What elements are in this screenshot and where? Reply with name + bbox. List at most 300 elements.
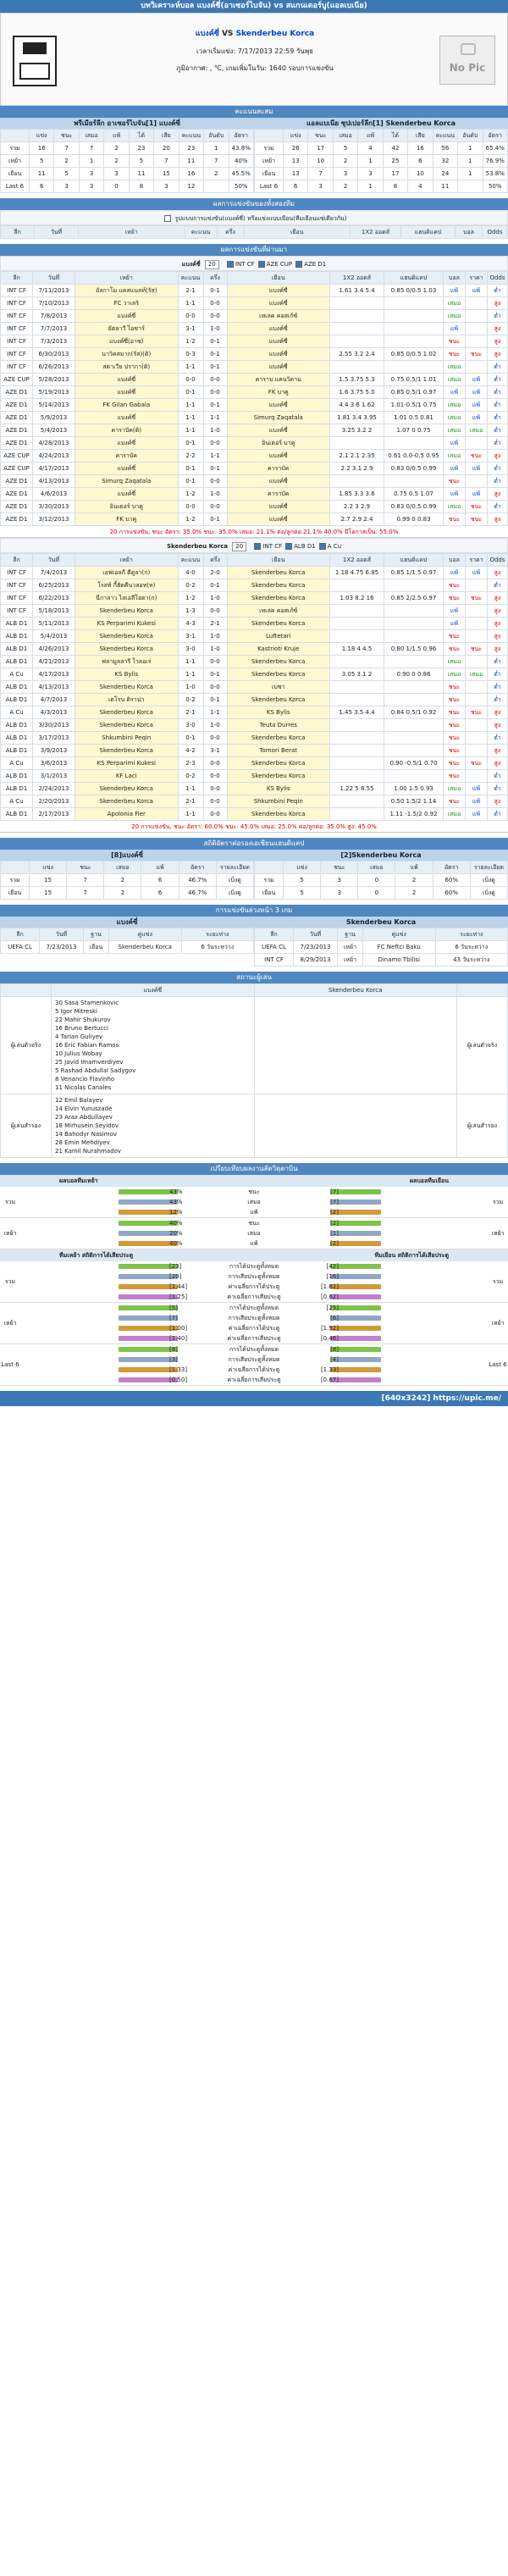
table-cell <box>330 437 384 450</box>
player-name[interactable]: 23 Araz Abdullayev <box>55 1114 113 1121</box>
table-cell: ต่ำ <box>488 668 508 681</box>
table-cell: 45.5% <box>229 168 254 180</box>
table-cell: 0-1 <box>178 386 203 399</box>
stats-group <box>0 1218 508 1249</box>
table-cell <box>466 605 488 618</box>
stat-value-away: [16] <box>326 1273 339 1280</box>
table-cell: 1.45 3.5 4.4 <box>330 706 384 719</box>
recent-count-select-b[interactable]: 20 <box>232 542 246 551</box>
stat-value-away: [7] <box>330 1188 339 1195</box>
column-header: ชนะ <box>67 861 104 874</box>
table-cell: Skenderbeu Korca <box>227 567 330 579</box>
table-row <box>255 941 508 954</box>
table-cell: 16 <box>179 168 203 180</box>
handicap-away-table <box>254 861 508 900</box>
table-cell: ต่ำ <box>488 656 508 668</box>
table-cell: 60% <box>433 874 470 887</box>
home-team-name[interactable]: แบงค์ซี่ <box>195 30 219 38</box>
table-row <box>1 180 254 193</box>
table-cell: 43.8% <box>229 142 254 155</box>
table-cell: 6 <box>284 180 308 193</box>
table-cell: 17 <box>383 168 407 180</box>
table-cell: 1-1 <box>178 656 203 668</box>
table-cell: Skenderbeu Korca <box>227 732 330 745</box>
away-starting-list <box>254 997 457 1094</box>
table-cell: ALB D1 <box>1 808 33 821</box>
table-cell: แพ้ <box>466 808 488 821</box>
table-cell <box>384 361 444 374</box>
table-cell: 11 <box>433 180 457 193</box>
table-cell: 15 <box>30 887 67 900</box>
table-cell: 0-1 <box>203 399 227 412</box>
league-filter-label: INT CF <box>262 543 283 550</box>
column-header: คะแนน <box>179 130 203 142</box>
table-cell <box>330 757 384 770</box>
table-cell: ชนะ <box>466 501 488 513</box>
table-cell: 7/7/2013 <box>33 323 75 335</box>
column-header: แฮนดิแคป <box>384 554 444 567</box>
table-cell: Skenderbeu Korca <box>75 719 179 732</box>
table-cell: Teuta Durres <box>227 719 330 732</box>
table-cell: 3-1 <box>178 323 203 335</box>
h2h-filter-label: รูปแบบการแข่งขัน(แบงค์ซี่) หรือแข่งแบบเยือน(ทีมเยือนแซ่เดียวกัน) <box>174 215 347 222</box>
table-cell: 0.75 0.5 1.07 <box>384 488 444 501</box>
table-cell: 46.7% <box>179 874 216 887</box>
column-header: วันที่ <box>35 226 79 239</box>
standings-away-title: แอลแบเนีย ซุปเปอร์ลีก[1] Skenderbeu Korca <box>254 118 508 129</box>
table-cell: Shkumbini Peqin <box>227 795 330 808</box>
table-cell: AZE D1 <box>1 501 33 513</box>
table-cell: ALB D1 <box>1 770 33 783</box>
table-cell: แบงค์ซี่ <box>227 335 330 348</box>
table-cell: เยือน <box>84 941 109 954</box>
table-cell: ชนะ <box>466 513 488 526</box>
player-name[interactable]: 16 Bruno Bertucci <box>55 1025 109 1032</box>
table-cell: Skenderbeu Korca <box>109 941 182 954</box>
table-cell: 0.85 1/1.5 0.97 <box>384 567 444 579</box>
table-cell: คาราบัค <box>227 463 330 475</box>
league-filter-checkbox[interactable] <box>227 261 234 268</box>
player-name[interactable]: 25 Javid Imamverdiyev <box>55 1059 124 1066</box>
table-cell: 4/17/2013 <box>33 668 75 681</box>
stat-value-home: 43% <box>169 1199 183 1205</box>
table-cell: 5 <box>129 155 153 168</box>
column-header: ราคา <box>466 554 488 567</box>
table-cell: Skenderbeu Korca <box>227 668 330 681</box>
table-cell: ต่ำ <box>488 399 508 412</box>
table-cell: เสมอ <box>444 656 466 668</box>
table-cell: 4/17/2013 <box>33 463 75 475</box>
table-row <box>1 770 508 783</box>
table-cell <box>466 323 488 335</box>
column-header: อัตรา <box>229 130 254 142</box>
table-cell: แบงค์ซี่ <box>75 463 179 475</box>
table-cell: ชนะ <box>466 706 488 719</box>
table-cell <box>384 681 444 694</box>
away-subs-list <box>254 1094 457 1158</box>
table-cell: 1-1 <box>203 706 227 719</box>
league-filter-checkbox[interactable] <box>319 543 326 550</box>
recent-count-select[interactable]: 20 <box>205 260 219 269</box>
table-cell: 0-0 <box>203 732 227 745</box>
stat-row <box>0 1218 508 1228</box>
table-cell: 6 วันระหว่าง <box>435 941 508 954</box>
league-filter-checkbox[interactable] <box>254 543 261 550</box>
table-cell: AZE CUP <box>1 450 33 463</box>
recent-team-a-label: แบงค์ซี่ <box>181 261 201 268</box>
table-cell: 7 <box>54 142 79 155</box>
no-pic-label: No Pic <box>449 62 486 74</box>
table-cell: ชนะ <box>444 643 466 656</box>
table-cell: สูง <box>488 745 508 757</box>
table-cell: 1 <box>204 142 229 155</box>
table-cell: ALB D1 <box>1 656 33 668</box>
table-cell: 2 <box>104 142 129 155</box>
stat-row <box>0 1197 508 1207</box>
table-cell: ชนะ <box>444 592 466 605</box>
handicap-away <box>254 850 508 900</box>
table-cell: 2/17/2013 <box>33 808 75 821</box>
column-header: เสมอ <box>358 861 395 874</box>
column-header: วันที่ <box>33 272 75 285</box>
stats-title-away: ทีมเยือน สถิติการได้เสียประตู <box>374 1252 449 1259</box>
table-cell: สูง <box>488 323 508 335</box>
away-team-name[interactable]: Skenderbeu Korca <box>235 30 315 38</box>
table-cell: สูง <box>488 706 508 719</box>
table-cell: แบงค์ซี่ <box>75 310 179 323</box>
table-cell: ต่ำ <box>488 579 508 592</box>
table-cell: 0-0 <box>203 783 227 795</box>
table-cell: 5 <box>333 142 357 155</box>
table-cell: Skenderbeu Korca <box>75 630 179 643</box>
table-cell: Skenderbeu Korca <box>227 579 330 592</box>
table-cell: 3-0 <box>178 643 203 656</box>
match-teams <box>86 27 424 39</box>
table-cell: 2-1 <box>178 706 203 719</box>
table-cell: แบงค์ซี่ <box>227 323 330 335</box>
table-cell: ชนะ <box>466 643 488 656</box>
table-cell: 0-0 <box>203 656 227 668</box>
table-cell: 15 <box>154 168 179 180</box>
recent-team-a-summary: 20 การแข่งขัน, ชนะ อัตรา: 35.0% ชนะ: 35.0% เสมอ: 21.1% ต่อ/ลูกต่อ:21.1% 40.0% มีโอกาสเป็น: 55.0% <box>0 526 508 538</box>
table-cell: 3.25 3.2 2 <box>330 424 384 437</box>
player-name[interactable]: 11 Nicolas Canales <box>55 1084 112 1091</box>
league-filter-checkbox[interactable] <box>258 261 265 268</box>
table-cell: แพ้ <box>466 488 488 501</box>
player-name[interactable]: 14 Elvin Yunuszade <box>55 1105 113 1112</box>
column-header: แพ้ <box>358 130 383 142</box>
table-cell: 11 <box>179 155 203 168</box>
table-cell: 0.90 0 0.86 <box>384 668 444 681</box>
table-cell: แบงค์ซี่ <box>227 450 330 463</box>
h2h-filter-checkbox[interactable] <box>164 215 171 222</box>
table-cell: Skenderbeu Korca <box>75 783 179 795</box>
home-subs-list <box>52 1094 255 1158</box>
table-cell: 2.55 3.2 2.4 <box>330 348 384 361</box>
player-name[interactable]: 14 Bahodyr Nasimov <box>55 1131 117 1138</box>
column-header: เยือน <box>227 554 330 567</box>
stat-row <box>0 1313 508 1323</box>
table-row <box>255 142 508 155</box>
table-cell: 3-1 <box>178 630 203 643</box>
player-name[interactable]: 30 Sasa Stamenkovic <box>55 1000 119 1006</box>
table-cell: 2 <box>333 155 357 168</box>
table-cell: 3 <box>321 874 358 887</box>
player-name[interactable]: 8 Venancio Flavinho <box>55 1076 115 1083</box>
player-name[interactable]: 10 Julius Wobay <box>55 1050 102 1057</box>
table-cell: เสมอ <box>444 424 466 437</box>
table-cell: อัลกาโม แคสแนลท์(รัส) <box>75 285 179 297</box>
column-header: แฮนดิแคป <box>384 272 444 285</box>
table-row <box>1 874 254 887</box>
stats-group-side-right: เหย้า <box>491 1229 505 1237</box>
table-row <box>255 155 508 168</box>
table-cell: 1-1 <box>178 412 203 424</box>
table-header-row <box>1 861 254 874</box>
column-header: คะแนน <box>178 554 203 567</box>
table-cell: 4-3 <box>178 618 203 630</box>
table-row <box>1 348 508 361</box>
table-cell: Skenderbeu Korca <box>227 770 330 783</box>
page-title: บทวิเคราะห์บอล แบงค์ซี่(อาเซอร์ไบจัน) vs สแกนเดอร์บู(แอลเบเนีย) <box>0 0 508 13</box>
player-name[interactable]: 4 Tarlan Guliyev <box>55 1033 103 1040</box>
table-cell: 2 <box>104 874 141 887</box>
column-header: แพ้ <box>395 861 433 874</box>
table-cell: แพ้ <box>444 567 466 579</box>
recent-filters-b <box>251 543 341 550</box>
column-header <box>255 861 284 874</box>
table-row <box>1 592 508 605</box>
table-cell: 0-1 <box>203 463 227 475</box>
kickoff-time: เวลาเริ่มแข่ง: 7/17/2013 22:59 วันพุธ <box>196 47 313 55</box>
table-cell: 1.01 0.5 0.81 <box>384 412 444 424</box>
column-header: ระยะห่าง <box>181 928 254 941</box>
table-cell: เยือน <box>1 168 30 180</box>
player-name[interactable]: 21 Kamil Nurahmadov <box>55 1148 122 1155</box>
handicap-header: สถิติอัตราต่อรองเอเชียนแฮนดิแคป <box>0 838 508 850</box>
player-name[interactable]: 28 Emin Mehdiyev <box>55 1139 110 1146</box>
table-cell: รวม <box>1 874 30 887</box>
table-cell: 0-1 <box>203 513 227 526</box>
table-cell: 1.5 3.75 5.3 <box>330 374 384 386</box>
table-cell: Skenderbeu Korca <box>75 643 179 656</box>
table-cell <box>384 323 444 335</box>
table-row <box>1 745 508 757</box>
table-cell <box>384 630 444 643</box>
table-cell: 7/10/2013 <box>33 297 75 310</box>
table-cell: แบงค์ซี่ <box>227 297 330 310</box>
player-name[interactable]: 5 Igor Mitreski <box>55 1008 97 1015</box>
table-cell: แบงค์ซี่ <box>227 501 330 513</box>
column-header: เสมอ <box>333 130 357 142</box>
table-row <box>1 424 508 437</box>
table-cell: 1.85 3.3 3.6 <box>330 488 384 501</box>
table-cell <box>466 579 488 592</box>
upcoming-home-table <box>0 928 254 954</box>
table-cell: คาราบัค <box>75 450 179 463</box>
away-team-logo-placeholder <box>439 36 495 85</box>
table-cell <box>330 310 384 323</box>
table-cell: 1-1 <box>178 399 203 412</box>
table-cell: 0.50 1.5/2 1.14 <box>384 795 444 808</box>
table-cell: INT CF <box>1 285 33 297</box>
table-cell: 42 <box>383 142 407 155</box>
lineup-away-title: Skenderbeu Korca <box>254 984 457 997</box>
table-cell: FK บาคู <box>227 386 330 399</box>
table-cell: 2.2 3.1 2.9 <box>330 463 384 475</box>
table-cell: 0-0 <box>178 310 203 323</box>
column-header: 1X2 ออดส์ <box>351 226 401 239</box>
table-cell: Apolonia Fier <box>75 808 179 821</box>
stat-row <box>0 1261 508 1271</box>
table-cell <box>330 681 384 694</box>
table-cell: 13 <box>284 155 308 168</box>
table-cell: 0.85 0/0.5 1.03 <box>384 285 444 297</box>
stats-group-side: เหย้า <box>3 1319 17 1327</box>
table-cell: 3 <box>154 180 179 193</box>
table-cell: 25 <box>383 155 407 168</box>
recent-team-b-table <box>0 553 508 821</box>
league-filter-checkbox[interactable] <box>295 261 302 268</box>
stat-row <box>0 1271 508 1282</box>
table-row <box>1 386 508 399</box>
player-name[interactable]: 18 Mirhusein Seyidov <box>55 1122 119 1129</box>
table-cell: A Cu <box>1 795 33 808</box>
table-row <box>1 374 508 386</box>
stat-value-home: 20% <box>169 1230 183 1237</box>
stat-value-home: [1.25] <box>169 1294 188 1300</box>
table-cell: 8 <box>383 180 407 193</box>
table-cell: 3 <box>333 168 357 180</box>
table-cell: คาราบ แคนวิดาน <box>227 374 330 386</box>
table-header-row <box>1 272 508 285</box>
stat-value-away: [6] <box>330 1315 339 1321</box>
table-cell: 0-0 <box>178 501 203 513</box>
table-cell: 16 <box>30 142 54 155</box>
column-header: ระยะห่าง <box>435 928 508 941</box>
league-filter-label: INT CF <box>235 261 255 268</box>
stats-group-side: รวม <box>4 1198 16 1205</box>
table-cell: 2.7 2.9 2.4 <box>330 513 384 526</box>
table-cell: 0-2 <box>178 579 203 592</box>
table-cell: 1-0 <box>203 592 227 605</box>
player-name[interactable]: 5 Rashad Abdullal Sadygov <box>55 1067 136 1074</box>
table-cell: ALB D1 <box>1 618 33 630</box>
table-cell: 10 <box>308 155 333 168</box>
stat-value-home: [7] <box>169 1315 178 1321</box>
table-cell: Luftetari <box>227 630 330 643</box>
table-cell: 5 <box>284 887 321 900</box>
table-cell: แพ้ <box>444 605 466 618</box>
table-cell: A Cu <box>1 706 33 719</box>
table-cell: 1.11 -1.5/2 0.92 <box>384 808 444 821</box>
table-cell: 5/4/2013 <box>33 424 75 437</box>
standings-home-title: พรีเมียร์ลีก อาเซอร์ไบจัน[1] แบงค์ซี่ <box>0 118 254 129</box>
table-cell: อินเตอร์ บาคู <box>227 437 330 450</box>
player-name[interactable]: 12 Emil Balayev <box>55 1097 103 1104</box>
table-cell <box>466 310 488 323</box>
upcoming-header: การแข่งขันล่วงหน้า 3 เกม <box>0 905 508 917</box>
table-cell: 43 วันระหว่าง <box>435 954 508 967</box>
table-row <box>1 887 254 900</box>
table-header-row <box>255 861 508 874</box>
table-cell: INT CF <box>1 361 33 374</box>
table-cell: 1 <box>358 155 383 168</box>
table-cell: แพ้ <box>444 463 466 475</box>
column-header: อัตรา <box>179 861 216 874</box>
table-cell: เสมอ <box>444 783 466 795</box>
upcoming-home-title: แบงค์ซี่ <box>0 917 254 928</box>
table-cell: แพ้ <box>466 412 488 424</box>
stat-row <box>0 1333 508 1343</box>
table-cell: Skenderbeu Korca <box>75 681 179 694</box>
table-cell <box>330 579 384 592</box>
table-cell: 7 <box>67 887 104 900</box>
table-cell: 0-0 <box>203 770 227 783</box>
table-cell: รวม <box>255 142 284 155</box>
recent-header: ผลการแข่งขันที่ผ่านมา <box>0 244 508 256</box>
table-cell: 5 <box>30 155 54 168</box>
table-row <box>1 323 508 335</box>
table-cell <box>466 770 488 783</box>
stats-block-title <box>0 1175 508 1187</box>
table-cell: แบงค์ซี่ <box>227 424 330 437</box>
table-cell: INT CF <box>1 310 33 323</box>
handicap-section <box>0 850 508 900</box>
table-row <box>255 874 508 887</box>
table-cell: 1-1 <box>178 783 203 795</box>
table-cell <box>466 630 488 643</box>
table-cell: 0.99 0 0.83 <box>384 513 444 526</box>
table-cell: ชนะ <box>466 348 488 361</box>
stat-value-away: [1.62] <box>320 1283 339 1290</box>
table-cell: 0-3 <box>178 348 203 361</box>
table-cell: 6/25/2013 <box>33 579 75 592</box>
upcoming-away <box>254 917 508 967</box>
table-cell <box>330 719 384 732</box>
column-header: ครึ่ง <box>203 554 227 567</box>
column-header: คู่แข่ง <box>363 928 436 941</box>
player-name[interactable]: 22 Mahir Shukurov <box>55 1017 111 1023</box>
table-row <box>1 605 508 618</box>
player-name[interactable]: 16 Eric Fabian Ramos <box>55 1042 119 1049</box>
table-cell <box>384 732 444 745</box>
column-header: บอล <box>444 272 466 285</box>
table-row <box>1 567 508 579</box>
table-cell: เบิ่งดู <box>470 874 507 887</box>
table-cell: Dinamo Tbilisi <box>363 954 436 967</box>
table-cell: 2-3 <box>178 757 203 770</box>
table-cell: อินเตอร์ บาคู <box>75 501 179 513</box>
table-cell: 23 <box>179 142 203 155</box>
table-row <box>1 694 508 706</box>
table-cell: สูง <box>488 605 508 618</box>
table-cell: แบงค์ซี่ <box>227 285 330 297</box>
handicap-home-table <box>0 861 254 900</box>
table-cell: 3/30/2013 <box>33 501 75 513</box>
stat-value-home: [1.33] <box>169 1366 188 1373</box>
table-cell: 4/13/2013 <box>33 475 75 488</box>
table-cell: Skenderbeu Korca <box>75 795 179 808</box>
table-cell: FK Gilan Gabala <box>75 399 179 412</box>
stat-value-away: [2] <box>330 1220 339 1227</box>
stat-label: การได้ประตูทั้งหมด <box>229 1305 279 1311</box>
table-cell: สูง <box>488 488 508 501</box>
league-filter-checkbox[interactable] <box>285 543 292 550</box>
table-cell: สูง <box>488 643 508 656</box>
stat-value-away: [42] <box>326 1263 339 1270</box>
table-cell: FC Neftci Baku <box>363 941 436 954</box>
